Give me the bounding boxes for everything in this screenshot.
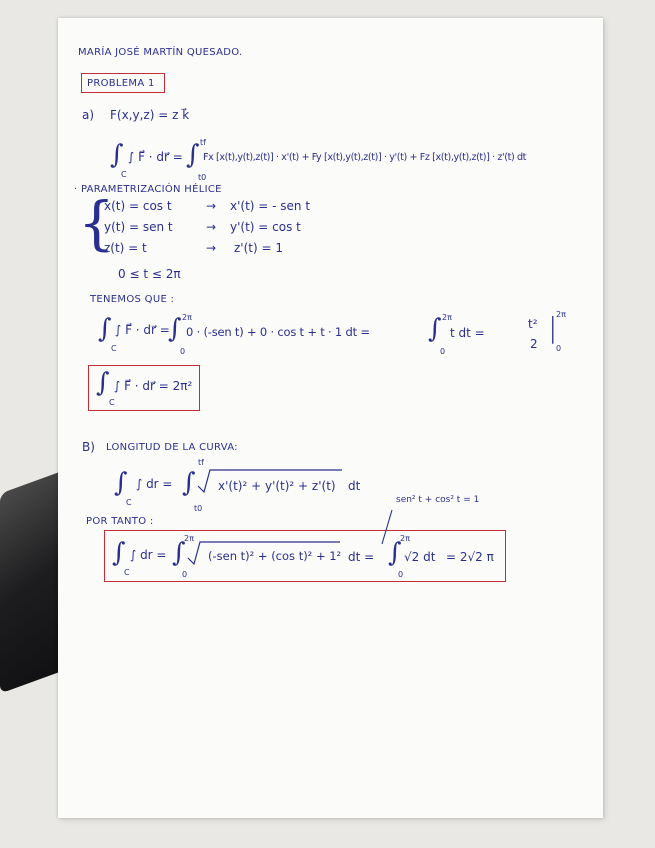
final-dt: dt = bbox=[348, 550, 375, 564]
integral-sign: ∫ bbox=[96, 368, 110, 398]
integral-sub-c: C bbox=[111, 344, 117, 353]
limit-lower: 0 bbox=[398, 570, 404, 579]
final-radicand: (-sen t)² + (cos t)² + 1² bbox=[208, 549, 342, 563]
problem-label: PROBLEMA 1 bbox=[87, 78, 155, 89]
eval-lhs: ∫ F⃗ · dr⃗ = bbox=[115, 323, 170, 337]
left-brace: { bbox=[78, 189, 115, 257]
integral-sign: ∫ bbox=[112, 538, 126, 568]
integral-sign: ∫ bbox=[168, 314, 182, 344]
fraction-num: t² bbox=[528, 317, 538, 331]
limit-upper: 2π bbox=[400, 534, 410, 543]
eval-integrand-2: t dt = bbox=[450, 326, 485, 340]
identity-slash bbox=[382, 510, 392, 544]
limit-lower: t0 bbox=[198, 173, 207, 182]
length-radicand: x'(t)² + y'(t)² + z'(t) bbox=[218, 479, 336, 493]
result-a: ∫ F⃗ · dr⃗ = 2π² bbox=[114, 379, 193, 393]
integral-sub-c: C bbox=[109, 398, 115, 407]
param-y: y(t) = sen t bbox=[104, 220, 173, 234]
eval-integrand: 0 · (-sen t) + 0 · cos t + t · 1 dt = bbox=[186, 325, 370, 339]
part-b-label: B) bbox=[82, 440, 95, 454]
tenemos-que: TENEMOS QUE : bbox=[90, 294, 175, 305]
final-result: = 2√2 π bbox=[446, 550, 494, 564]
integral-sign: ∫ bbox=[388, 538, 402, 568]
trig-identity: sen² t + cos² t = 1 bbox=[396, 495, 480, 505]
arrow: → bbox=[206, 220, 217, 234]
integral-sign: ∫ bbox=[428, 314, 442, 344]
fraction-den: 2 bbox=[530, 337, 538, 351]
param-dz: z'(t) = 1 bbox=[234, 241, 283, 255]
integral-sign: ∫ bbox=[182, 468, 196, 498]
param-title: · PARAMETRIZACIÓN HÉLICE bbox=[74, 184, 222, 195]
integral-sign: ∫ bbox=[172, 538, 186, 568]
limit-upper: tf bbox=[200, 138, 206, 147]
length-lhs: ∫ dr = bbox=[136, 477, 173, 491]
notebook-page bbox=[58, 18, 603, 818]
eval-bar: | bbox=[548, 311, 558, 344]
integral-sign: ∫ bbox=[98, 314, 112, 344]
integral-sub-c: C bbox=[124, 568, 130, 577]
line-integral-lhs: ∫ F⃗ · dr⃗ = bbox=[128, 150, 183, 164]
limit-upper: 2π bbox=[556, 310, 566, 319]
final-lhs: ∫ dr = bbox=[130, 548, 167, 562]
length-dt: dt bbox=[348, 479, 361, 493]
arrow: → bbox=[206, 199, 217, 213]
param-x: x(t) = cos t bbox=[104, 199, 172, 213]
hand-strokes bbox=[58, 18, 603, 818]
limit-lower: 0 bbox=[440, 347, 446, 356]
radical-sign bbox=[188, 542, 340, 564]
integral-sign: ∫ bbox=[114, 468, 128, 498]
part-a-label: a) bbox=[82, 108, 95, 122]
limit-lower: 0 bbox=[556, 344, 562, 353]
integral-sub-c: C bbox=[126, 498, 132, 507]
param-dy: y'(t) = cos t bbox=[230, 220, 301, 234]
limit-upper: 2π bbox=[184, 534, 194, 543]
integral-sign: ∫ bbox=[186, 140, 200, 170]
limit-lower: 0 bbox=[182, 570, 188, 579]
limit-lower: 0 bbox=[180, 347, 186, 356]
part-b-title: LONGITUD DE LA CURVA: bbox=[106, 442, 238, 453]
line-integral-rhs: Fx [x(t),y(t),z(t)] · x'(t) + Fy [x(t),y(t),z(t)] · y'(t) + Fz [x(t),y(t),z(t)] · z'(t) dt bbox=[203, 152, 527, 163]
integral-sign: ∫ bbox=[110, 140, 124, 170]
author-name: MARÍA JOSÉ MARTÍN QUESADO. bbox=[78, 47, 243, 58]
limit-upper: 2π bbox=[442, 313, 452, 322]
por-tanto: POR TANTO : bbox=[86, 516, 154, 527]
final-mid: √2 dt bbox=[404, 550, 436, 564]
limit-upper: tf bbox=[198, 458, 204, 467]
vector-field: F(x,y,z) = z k⃗ bbox=[110, 108, 190, 122]
radical-sign bbox=[198, 470, 342, 492]
param-range: 0 ≤ t ≤ 2π bbox=[118, 267, 181, 281]
arrow: → bbox=[206, 241, 217, 255]
param-dx: x'(t) = - sen t bbox=[230, 199, 311, 213]
limit-lower: t0 bbox=[194, 504, 203, 513]
integral-sub-c: C bbox=[121, 170, 127, 179]
param-z: z(t) = t bbox=[104, 241, 147, 255]
limit-upper: 2π bbox=[182, 313, 192, 322]
